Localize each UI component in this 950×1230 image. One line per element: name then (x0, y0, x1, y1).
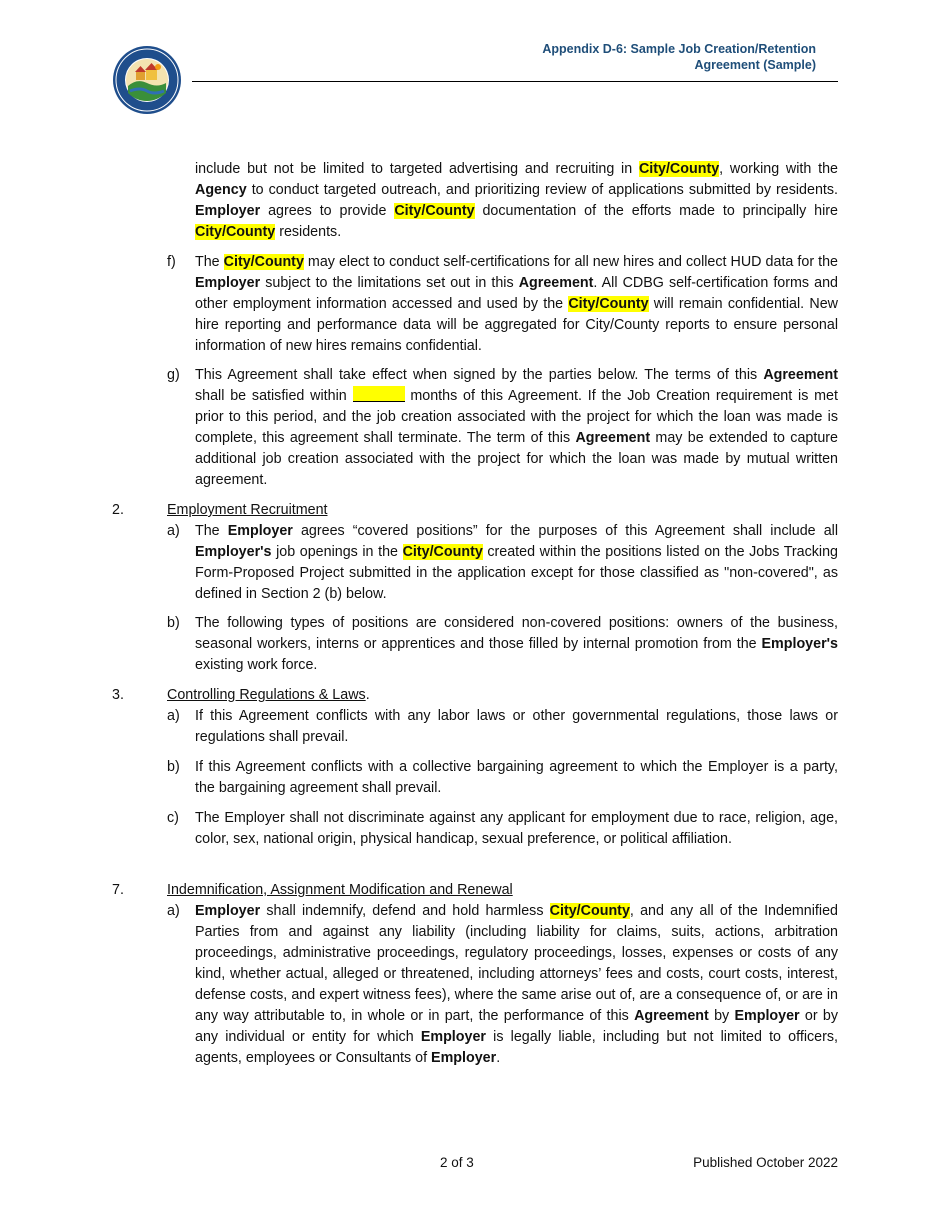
paragraph-3a: If this Agreement conflicts with any labor laws or other governmental regulations, those laws or regulations shall prevail. (195, 708, 838, 745)
section-number: 3. (112, 687, 124, 703)
paragraph-2a: The Employer agrees “covered positions” for the purposes of this Agreement shall include all Employer's job openings in the City/County created within the positions listed on the Jobs Tracking Form-Proposed Project submitted in the application except for those classified as "non-covered", as defined in Section 2 (b) below. (195, 523, 838, 602)
title-line-2: Agreement (Sample) (694, 57, 816, 72)
item-marker-3a: a) (167, 708, 180, 724)
section-heading-employment-recruitment: Employment Recruitment (167, 502, 328, 518)
paragraph-2b: The following types of positions are considered non-covered positions: owners of the business, seasonal workers, interns or apprentices and those filled by internal promotion from the Employer's existing work force. (195, 615, 838, 673)
page-number: 2 of 3 (440, 1155, 474, 1170)
item-marker-3c: c) (167, 810, 179, 826)
paragraph-7a: Employer shall indemnify, defend and hold harmless City/County, and any all of the Indemnified Parties from and against any liability (including liability for claims, suits, actions, arbitration proceedings, administrative proceedings, regulatory proceedings, losses, expenses or costs of any kind, whether actual, alleged or threatened, including attorneys’ fees and costs, court costs, interest, defense costs, and expert witness fees), where the same arise out of, are a consequence of, or are in any way attributable to, in whole or in part, the performance of this Agreement by Employer or by any individual or entity for which Employer is legally liable, including but not limited to officers, agents, employees or Consultants of Employer. (195, 903, 839, 1066)
hcd-seal-logo (112, 45, 182, 115)
title-line-1: Appendix D-6: Sample Job Creation/Retention (542, 42, 816, 56)
published-date: Published October 2022 (693, 1155, 838, 1170)
header-divider (192, 81, 838, 82)
paragraph-e-continued: include but not be limited to targeted advertising and recruiting in City/County, working with the Agency to conduct targeted outreach, and prioritizing review of applications submitted by residents. Employer agrees to provide City/County documentation of the efforts made to principally hire City/County residents. (195, 161, 839, 240)
paragraph-3c: The Employer shall not discriminate against any applicant for employment due to race, religion, age, color, sex, national origin, physical handicap, sexual preference, or political affiliation. (195, 810, 838, 847)
section-number: 7. (112, 882, 124, 898)
document-title (416, 42, 816, 73)
paragraph-f: The City/County may elect to conduct self-certifications for all new hires and collect HUD data for the Employer subject to the limitations set out in this Agreement. All CDBG self-certification forms and other employment information accessed and used by the City/County will remain confidential. New hire reporting and performance data will be aggregated for City/County reports to ensure personal information of new hires remains confidential. (195, 254, 838, 354)
item-marker-2b: b) (167, 615, 180, 631)
item-marker-g: g) (167, 367, 180, 383)
paragraph-g: This Agreement shall take effect when signed by the parties below. The terms of this Agreement shall be satisfied within months of this Agreement. If the Job Creation requirement is met prior to this period, and the job creation associated with the project for which the loan was made is complete, this agreement shall terminate. The term of this Agreement may be extended to capture additional job creation associated with the project for which the loan was made by mutual written agreement. (195, 367, 838, 488)
section-heading-indemnification: Indemnification, Assignment Modification and Renewal (167, 882, 513, 898)
item-marker-2a: a) (167, 523, 180, 539)
item-marker-f: f) (167, 254, 176, 270)
item-marker-7a: a) (167, 903, 180, 919)
section-heading-controlling-regulations: Controlling Regulations & Laws. (167, 687, 370, 703)
paragraph-3b: If this Agreement conflicts with a collective bargaining agreement to which the Employer is a party, the bargaining agreement shall prevail. (195, 759, 838, 796)
months-blank-field[interactable] (353, 386, 405, 402)
item-marker-3b: b) (167, 759, 180, 775)
section-number: 2. (112, 502, 124, 518)
